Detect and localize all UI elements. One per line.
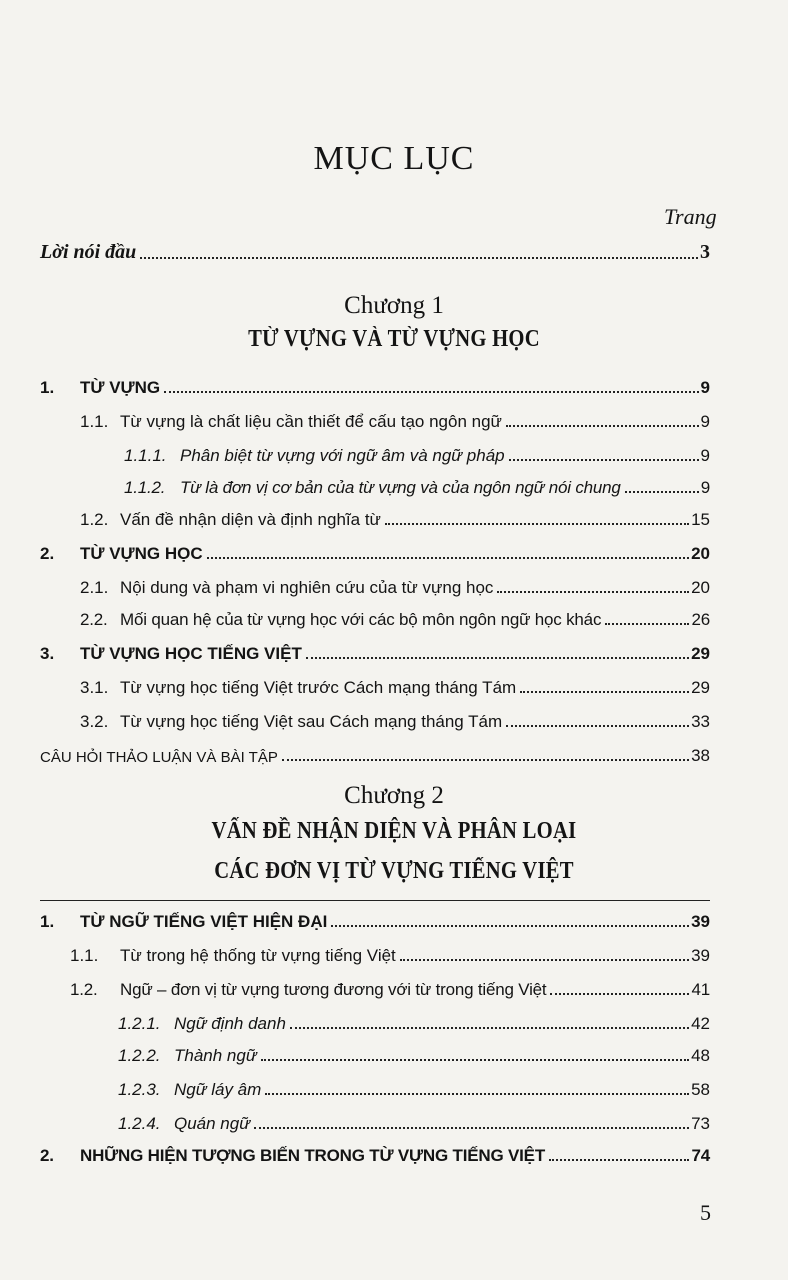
toc-entry-page: 38 <box>691 746 710 765</box>
toc-entry[interactable] <box>80 406 710 432</box>
toc-entry-page: 20 <box>691 578 710 597</box>
leader-dots <box>497 591 689 593</box>
toc-entry-text: TỪ VỰNG <box>80 378 161 397</box>
leader-dots <box>290 1027 689 1029</box>
toc-entry-text: TỪ VỰNG HỌC <box>80 544 203 563</box>
toc-entry[interactable] <box>118 1074 710 1100</box>
page-number: 5 <box>700 1200 711 1225</box>
leader-dots <box>261 1059 689 1061</box>
toc-entry-page: 3 <box>700 241 710 263</box>
toc-entry[interactable] <box>124 440 710 466</box>
toc-entry-page: 73 <box>691 1114 710 1133</box>
leader-dots <box>550 993 689 995</box>
leader-dots <box>506 725 689 727</box>
leader-dots <box>306 657 689 659</box>
toc-entry-text: TỪ VỰNG HỌC TIẾNG VIỆT <box>80 644 302 663</box>
toc-entry-text: Thành ngữ <box>174 1046 257 1065</box>
toc-entry-number: 1.2. <box>70 980 98 999</box>
toc-entry-page: 39 <box>691 912 710 931</box>
toc-entry-page: 29 <box>691 644 710 663</box>
leader-dots <box>385 523 689 525</box>
leader-dots <box>282 759 689 761</box>
toc-entry-page: 15 <box>691 510 710 529</box>
leader-dots <box>549 1159 689 1161</box>
toc-entry-text: Từ trong hệ thống từ vựng tiếng Việt <box>120 946 396 965</box>
toc-entry[interactable] <box>80 504 710 530</box>
toc-entry-number: 1.2. <box>80 510 109 529</box>
toc-entry-page: 9 <box>700 446 710 465</box>
toc-entry-text: Nội dung và phạm vi nghiên cứu của từ vựng học <box>120 578 494 597</box>
leader-dots <box>207 557 689 559</box>
toc-entry-text: Vấn đề nhận diện và định nghĩa từ <box>120 510 381 529</box>
chapter-2-title-line-1: VẤN ĐỀ NHẬN DIỆN VÀ PHÂN LOẠI <box>211 818 577 844</box>
toc-entry-number: 1.2.4. <box>118 1114 161 1133</box>
chapter-2-label: Chương 2 <box>344 782 444 809</box>
toc-entry[interactable] <box>118 1108 710 1134</box>
toc-entry[interactable] <box>70 974 710 1000</box>
leader-dots <box>520 691 689 693</box>
toc-entry-text: Ngữ láy âm <box>174 1080 262 1099</box>
toc-entry[interactable] <box>70 940 710 966</box>
toc-entry-page: 26 <box>691 610 710 629</box>
toc-entry[interactable] <box>80 572 710 598</box>
leader-dots <box>509 459 699 461</box>
toc-entry-number: 1.1.2. <box>124 478 166 497</box>
toc-entry[interactable] <box>40 906 710 932</box>
toc-entry-page: 39 <box>691 946 710 965</box>
toc-entry-text: Phân biệt từ vựng với ngữ âm và ngữ pháp <box>180 446 505 465</box>
toc-entry[interactable] <box>40 638 710 664</box>
leader-dots <box>254 1127 689 1129</box>
toc-entry-page: 9 <box>700 412 710 431</box>
toc-entry-number: 1.2.3. <box>118 1080 161 1099</box>
toc-entry-text: Lời nói đầu <box>40 241 137 263</box>
toc-entry-text: Ngữ – đơn vị từ vựng tương đương với từ trong tiếng Việt <box>120 980 547 999</box>
toc-entry-questions[interactable] <box>40 740 710 766</box>
chapter-2-title-line-2: CÁC ĐƠN VỊ TỪ VỰNG TIẾNG VIỆT <box>214 858 574 884</box>
toc-entry-page: 9 <box>700 378 710 397</box>
toc-entry[interactable] <box>118 1040 710 1066</box>
toc-entry-number: 2. <box>40 544 55 563</box>
leader-dots <box>400 959 689 961</box>
chapter-1-label: Chương 1 <box>344 292 444 319</box>
toc-entry-text: Từ vựng học tiếng Việt trước Cách mạng tháng Tám <box>120 678 517 697</box>
toc-entry[interactable] <box>118 1008 710 1034</box>
page-title: MỤC LỤC <box>313 140 475 177</box>
leader-dots <box>605 623 689 625</box>
toc-entry-page: 33 <box>691 712 710 731</box>
toc-entry-text: Từ là đơn vị cơ bản của từ vựng và của ngôn ngữ nói chung <box>180 478 621 497</box>
toc-entry[interactable] <box>80 706 710 732</box>
toc-entry[interactable] <box>40 1140 710 1166</box>
leader-dots <box>140 257 698 259</box>
toc-entry-text: NHỮNG HIỆN TƯỢNG BIẾN TRONG TỪ VỰNG TIẾNG VIỆT <box>80 1146 546 1165</box>
toc-entry-number: 1. <box>40 378 55 397</box>
toc-entry-text: TỪ NGỮ TIẾNG VIỆT HIỆN ĐẠI <box>80 912 328 931</box>
toc-entry-page: 20 <box>691 544 710 563</box>
toc-entry-text: Từ vựng là chất liệu cần thiết để cấu tạo ngôn ngữ <box>120 412 502 431</box>
toc-entry-number: 3.2. <box>80 712 109 731</box>
toc-entry-page: 42 <box>691 1014 710 1033</box>
toc-entry-text: CÂU HỎI THẢO LUẬN VÀ BÀI TẬP <box>40 749 278 766</box>
toc-entry-number: 1.1.1. <box>124 446 167 465</box>
toc-entry[interactable] <box>80 604 710 630</box>
toc-entry-text: Quán ngữ <box>174 1114 250 1133</box>
toc-entry-page: 9 <box>700 478 710 497</box>
toc-entry-text: Ngữ định danh <box>174 1014 286 1033</box>
toc-entry-preface[interactable] <box>40 238 710 264</box>
toc-entry[interactable] <box>124 472 710 498</box>
toc-entry-number: 2.2. <box>80 610 108 629</box>
page-column-label: Trang <box>664 204 717 229</box>
toc-entry-text: Từ vựng học tiếng Việt sau Cách mạng tháng Tám <box>120 712 503 731</box>
leader-dots <box>625 491 699 493</box>
leader-dots <box>265 1093 689 1095</box>
toc-entry-number: 2.1. <box>80 578 109 597</box>
toc-entry-page: 48 <box>691 1046 710 1065</box>
toc-entry[interactable] <box>80 672 710 698</box>
toc-entry-text: Mối quan hệ của từ vựng học với các bộ môn ngôn ngữ học khác <box>120 610 602 629</box>
toc-entry[interactable] <box>40 372 710 398</box>
leader-dots <box>164 391 698 393</box>
toc-entry[interactable] <box>40 538 710 564</box>
toc-entry-number: 1.1. <box>80 412 109 431</box>
toc-entry-page: 29 <box>691 678 710 697</box>
divider-line <box>40 900 710 901</box>
toc-entry-page: 41 <box>691 980 710 999</box>
toc-entry-number: 1.1. <box>70 946 99 965</box>
chapter-1-title: TỪ VỰNG VÀ TỪ VỰNG HỌC <box>248 326 540 352</box>
toc-entry-number: 1.2.2. <box>118 1046 161 1065</box>
toc-entry-number: 2. <box>40 1146 54 1165</box>
leader-dots <box>506 425 699 427</box>
toc-entry-number: 1. <box>40 912 55 931</box>
toc-entry-number: 1.2.1. <box>118 1014 161 1033</box>
toc-entry-page: 58 <box>691 1080 710 1099</box>
leader-dots <box>331 925 689 927</box>
toc-entry-number: 3. <box>40 644 55 663</box>
toc-entry-page: 74 <box>691 1146 710 1165</box>
toc-entry-number: 3.1. <box>80 678 109 697</box>
